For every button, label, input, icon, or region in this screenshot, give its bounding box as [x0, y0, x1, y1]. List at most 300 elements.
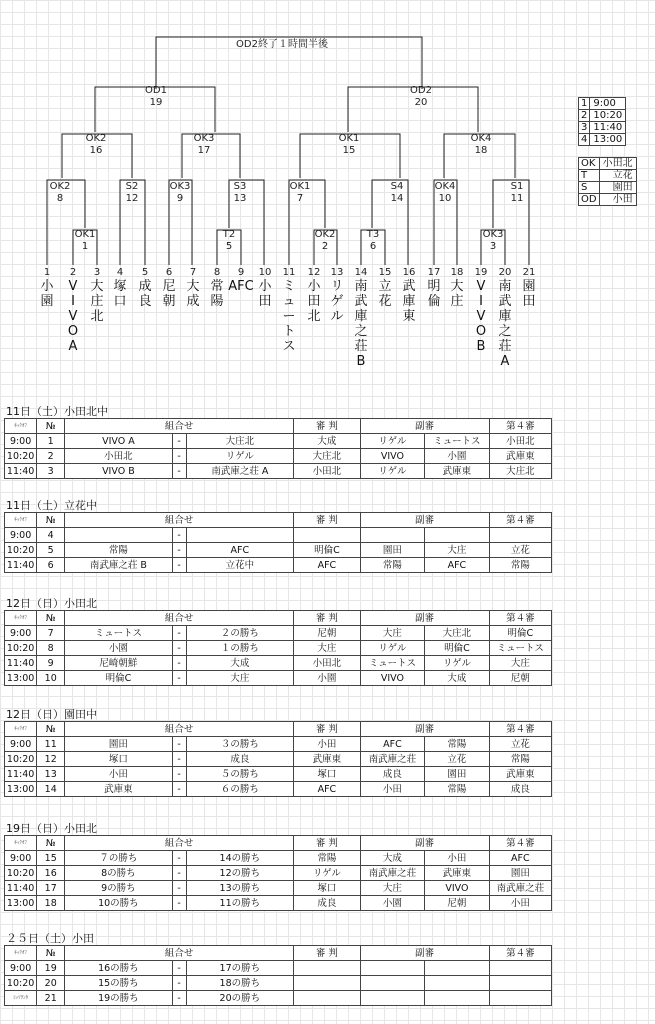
header-referee: 審 判	[294, 836, 361, 851]
versus-separator: -	[172, 866, 186, 881]
team-name: ミュートス	[282, 279, 296, 354]
team-name: 大成	[186, 279, 200, 309]
fourth-official: 小田	[489, 896, 551, 911]
match-row	[5, 961, 552, 976]
versus-separator: -	[172, 656, 186, 671]
final-match-note: OD2終了１時間半後	[236, 39, 328, 50]
assistant-referee-1: 園田	[360, 543, 424, 558]
referee: 武庫東	[294, 752, 361, 767]
team-name: 塚口	[113, 279, 127, 309]
bracket-match-number: 16	[89, 145, 103, 156]
legend-row	[579, 182, 637, 194]
match-number: 19	[37, 961, 65, 976]
team-name: V I V O B	[475, 279, 487, 354]
referee	[294, 961, 361, 976]
legend-row	[579, 194, 637, 206]
bracket-venue-code: S2	[125, 181, 139, 192]
home-team: 南武庫之荘 B	[65, 558, 172, 573]
match-number: 14	[37, 782, 65, 797]
bracket-venue-code: OK1	[289, 181, 311, 192]
kickoff-time: 13:00	[5, 782, 37, 797]
kickoff-time: 9:00	[5, 961, 37, 976]
time-legend-table	[578, 97, 626, 146]
match-row	[5, 464, 552, 479]
assistant-referee-1: 南武庫之荘	[360, 752, 424, 767]
assistant-referee-2: リゲル	[425, 656, 489, 671]
schedule-section	[4, 597, 552, 686]
match-row	[5, 991, 552, 1006]
assistant-referee-1: 大庄	[360, 881, 424, 896]
versus-separator: -	[172, 752, 186, 767]
match-number: 5	[37, 543, 65, 558]
fourth-official: 小田北	[489, 434, 551, 449]
assistant-referee-2: 常陽	[425, 782, 489, 797]
header-matchup: 組合せ	[65, 836, 294, 851]
kickoff-time: 10:20	[5, 449, 37, 464]
assistant-referee-1: リゲル	[360, 641, 424, 656]
assistant-referee-2: VIVO	[425, 881, 489, 896]
fourth-official: 南武庫之荘	[489, 881, 551, 896]
header-matchup: 組合せ	[65, 722, 294, 737]
home-team: 塚口	[65, 752, 172, 767]
versus-separator: -	[172, 671, 186, 686]
header-assistant: 副審	[360, 419, 489, 434]
fourth-official: ミュートス	[489, 641, 551, 656]
fourth-official: 大庄	[489, 656, 551, 671]
schedule-table	[4, 721, 552, 797]
assistant-referee-1: リゲル	[360, 434, 424, 449]
referee: 小田	[294, 737, 361, 752]
legend-row	[579, 110, 626, 122]
assistant-referee-2: 明倫C	[425, 641, 489, 656]
fourth-official: 成良	[489, 782, 551, 797]
section-title: ２５日（土）小田	[6, 932, 94, 945]
legend-value: 小田	[599, 194, 636, 206]
bracket-match-number: 19	[149, 97, 163, 108]
team-seed-number: 15	[378, 267, 392, 278]
header-kickoff: ｷｯｸｵﾌ	[5, 419, 37, 434]
match-number: 2	[37, 449, 65, 464]
home-team: ミュートス	[65, 626, 172, 641]
fourth-official: 明倫C	[489, 626, 551, 641]
assistant-referee-1: AFC	[360, 737, 424, 752]
referee: AFC	[294, 782, 361, 797]
bracket-venue-code: OK1	[74, 229, 96, 240]
team-seed-number: 17	[427, 267, 441, 278]
away-team: 17の勝ち	[186, 961, 293, 976]
bracket-venue-code: OK3	[193, 133, 215, 144]
header-number: №	[37, 611, 65, 626]
assistant-referee-2: 小園	[425, 449, 489, 464]
assistant-referee-2: 武庫東	[425, 464, 489, 479]
versus-separator: -	[172, 641, 186, 656]
bracket-match-number: 18	[474, 145, 488, 156]
header-referee: 審 判	[294, 611, 361, 626]
match-number: 9	[37, 656, 65, 671]
schedule-table	[4, 418, 552, 479]
assistant-referee-1: ミュートス	[360, 656, 424, 671]
assistant-referee-1: VIVO	[360, 671, 424, 686]
team-name: 小園	[40, 279, 54, 309]
versus-separator: -	[172, 543, 186, 558]
fourth-official: 常陽	[489, 752, 551, 767]
bracket-match-number: 20	[414, 97, 428, 108]
header-number: №	[37, 722, 65, 737]
away-team: ２の勝ち	[186, 626, 293, 641]
bracket-match-number: 14	[390, 193, 404, 204]
header-number: №	[37, 836, 65, 851]
match-row	[5, 896, 552, 911]
legend-key: T	[579, 170, 600, 182]
team-seed-number: 4	[116, 267, 124, 278]
kickoff-time: 9:00	[5, 737, 37, 752]
schedule-header-row	[5, 946, 552, 961]
home-team: 園田	[65, 737, 172, 752]
kickoff-time: 10:20	[5, 543, 37, 558]
header-referee: 審 判	[294, 419, 361, 434]
fourth-official	[489, 976, 551, 991]
match-number: 16	[37, 866, 65, 881]
referee: 大成	[294, 434, 361, 449]
legend-row	[579, 158, 637, 170]
header-kickoff: ｷｯｸｵﾌ	[5, 836, 37, 851]
bracket-venue-code: OK3	[169, 181, 191, 192]
bracket-match-number: 8	[56, 193, 64, 204]
kickoff-time: 13:00	[5, 896, 37, 911]
away-team: 南武庫之荘 A	[186, 464, 293, 479]
header-fourth: 第４審	[489, 836, 551, 851]
team-name: リゲル	[330, 279, 344, 324]
bracket-venue-code: OK2	[85, 133, 107, 144]
kickoff-time: 11:40	[5, 881, 37, 896]
team-seed-number: 21	[522, 267, 536, 278]
bracket-venue-code: OK2	[49, 181, 71, 192]
bracket-match-number: 11	[510, 193, 524, 204]
team-seed-number: 7	[189, 267, 197, 278]
team-seed-number: 13	[330, 267, 344, 278]
referee	[294, 976, 361, 991]
bracket-venue-code: S3	[233, 181, 247, 192]
legend-value: 10:20	[590, 110, 626, 122]
team-seed-number: 8	[213, 267, 221, 278]
referee: AFC	[294, 558, 361, 573]
schedule-table	[4, 512, 552, 573]
schedule-table	[4, 945, 552, 1006]
fourth-official	[489, 528, 551, 543]
match-row	[5, 543, 552, 558]
match-row	[5, 626, 552, 641]
legend-key: 3	[579, 122, 590, 134]
away-team: ５の勝ち	[186, 767, 293, 782]
team-seed-number: 10	[258, 267, 272, 278]
kickoff-time: ｺｯﾏﾜﾝﾀ	[5, 991, 37, 1006]
home-team: 16の勝ち	[65, 961, 172, 976]
header-assistant: 副審	[360, 513, 489, 528]
kickoff-time: 9:00	[5, 626, 37, 641]
assistant-referee-2: 尼朝	[425, 896, 489, 911]
team-seed-number: 19	[474, 267, 488, 278]
referee: 尼朝	[294, 626, 361, 641]
referee: 大庄北	[294, 449, 361, 464]
team-name: 大庄	[450, 279, 464, 309]
header-fourth: 第４審	[489, 419, 551, 434]
fourth-official: AFC	[489, 851, 551, 866]
bracket-venue-code: S1	[510, 181, 524, 192]
bracket-venue-code: OK1	[338, 133, 360, 144]
header-number: №	[37, 513, 65, 528]
away-team: 大庄北	[186, 434, 293, 449]
header-referee: 審 判	[294, 513, 361, 528]
assistant-referee-1: 大庄	[360, 626, 424, 641]
bracket-match-number: 15	[342, 145, 356, 156]
kickoff-time: 11:40	[5, 464, 37, 479]
match-row	[5, 656, 552, 671]
team-name: V I V O A	[67, 279, 79, 354]
bracket-venue-code: OK2	[314, 229, 336, 240]
legend-row	[579, 134, 626, 146]
kickoff-time: 13:00	[5, 671, 37, 686]
match-number: 11	[37, 737, 65, 752]
assistant-referee-2: 大成	[425, 671, 489, 686]
team-name: 明倫	[427, 279, 441, 309]
versus-separator: -	[172, 626, 186, 641]
match-number: 17	[37, 881, 65, 896]
referee: 成良	[294, 896, 361, 911]
team-seed-number: 20	[498, 267, 512, 278]
header-fourth: 第４審	[489, 722, 551, 737]
header-matchup: 組合せ	[65, 513, 294, 528]
team-seed-number: 9	[237, 267, 245, 278]
legend-value: 11:40	[590, 122, 626, 134]
referee: 明倫C	[294, 543, 361, 558]
assistant-referee-2	[425, 528, 489, 543]
away-team: 13の勝ち	[186, 881, 293, 896]
bracket-match-number: 5	[225, 241, 233, 252]
referee	[294, 528, 361, 543]
bracket-match-number: 17	[197, 145, 211, 156]
legend-key: OK	[579, 158, 600, 170]
bracket-lines	[47, 37, 529, 265]
versus-separator: -	[172, 896, 186, 911]
assistant-referee-2	[425, 961, 489, 976]
away-team: ３の勝ち	[186, 737, 293, 752]
away-team: 18の勝ち	[186, 976, 293, 991]
schedule-section	[4, 822, 552, 911]
team-name: 立花	[378, 279, 392, 309]
match-number: 8	[37, 641, 65, 656]
legend-key: 1	[579, 98, 590, 110]
away-team: リゲル	[186, 449, 293, 464]
match-row	[5, 528, 552, 543]
assistant-referee-1: 南武庫之荘	[360, 866, 424, 881]
team-seed-number: 1	[43, 267, 51, 278]
home-team: 19の勝ち	[65, 991, 172, 1006]
bracket-match-number: 1	[81, 241, 89, 252]
assistant-referee-1	[360, 976, 424, 991]
legend-row	[579, 122, 626, 134]
versus-separator: -	[172, 449, 186, 464]
assistant-referee-2: AFC	[425, 558, 489, 573]
home-team: 8の勝ち	[65, 866, 172, 881]
team-name: 園田	[522, 279, 536, 309]
match-row	[5, 851, 552, 866]
team-seed-number: 6	[165, 267, 173, 278]
assistant-referee-1	[360, 961, 424, 976]
fourth-official: 大庄北	[489, 464, 551, 479]
schedule-header-row	[5, 611, 552, 626]
fourth-official: 園田	[489, 866, 551, 881]
assistant-referee-1: 小田	[360, 782, 424, 797]
assistant-referee-1: 常陽	[360, 558, 424, 573]
header-matchup: 組合せ	[65, 946, 294, 961]
bracket-match-number: 6	[369, 241, 377, 252]
fourth-official: 立花	[489, 737, 551, 752]
home-team: 小田北	[65, 449, 172, 464]
assistant-referee-2	[425, 991, 489, 1006]
match-row	[5, 449, 552, 464]
kickoff-time: 10:20	[5, 866, 37, 881]
header-assistant: 副審	[360, 836, 489, 851]
schedule-section	[4, 499, 552, 573]
home-team: VIVO B	[65, 464, 172, 479]
away-team: 大成	[186, 656, 293, 671]
assistant-referee-1	[360, 991, 424, 1006]
legend-value: 9:00	[590, 98, 626, 110]
assistant-referee-1	[360, 528, 424, 543]
header-kickoff: ｷｯｸｵﾌ	[5, 946, 37, 961]
assistant-referee-2	[425, 976, 489, 991]
fourth-official: 武庫東	[489, 767, 551, 782]
versus-separator: -	[172, 464, 186, 479]
away-team: 14の勝ち	[186, 851, 293, 866]
versus-separator: -	[172, 851, 186, 866]
section-title: 12日（日）小田北	[6, 597, 97, 610]
referee: 小園	[294, 671, 361, 686]
team-name: 常陽	[210, 279, 224, 309]
assistant-referee-1: 成良	[360, 767, 424, 782]
legend-key: 4	[579, 134, 590, 146]
match-row	[5, 434, 552, 449]
home-team: 9の勝ち	[65, 881, 172, 896]
team-name: 尼朝	[162, 279, 176, 309]
referee: リゲル	[294, 866, 361, 881]
versus-separator: -	[172, 737, 186, 752]
bracket-venue-code: OK4	[434, 181, 456, 192]
team-seed-number: 11	[282, 267, 296, 278]
referee: 大庄	[294, 641, 361, 656]
header-referee: 審 判	[294, 946, 361, 961]
bracket-match-number: 13	[233, 193, 247, 204]
assistant-referee-2: 大庄	[425, 543, 489, 558]
assistant-referee-2: 立花	[425, 752, 489, 767]
header-fourth: 第４審	[489, 513, 551, 528]
bracket-venue-code: OD1	[145, 85, 167, 96]
legend-key: S	[579, 182, 600, 194]
team-name: 成良	[138, 279, 152, 309]
bracket-venue-code: S4	[390, 181, 404, 192]
legend-value: 立花	[599, 170, 636, 182]
assistant-referee-2: 大庄北	[425, 626, 489, 641]
away-team: 大庄	[186, 671, 293, 686]
header-kickoff: ｷｯｸｵﾌ	[5, 722, 37, 737]
assistant-referee-2: 園田	[425, 767, 489, 782]
schedule-table	[4, 835, 552, 911]
legend-row	[579, 98, 626, 110]
bracket-venue-code: OK4	[470, 133, 492, 144]
header-matchup: 組合せ	[65, 419, 294, 434]
section-title: 19日（日）小田北	[6, 822, 97, 835]
fourth-official: 常陽	[489, 558, 551, 573]
match-row	[5, 558, 552, 573]
legend-key: 2	[579, 110, 590, 122]
assistant-referee-2: 常陽	[425, 737, 489, 752]
match-row	[5, 976, 552, 991]
assistant-referee-2: 小田	[425, 851, 489, 866]
home-team: 小田	[65, 767, 172, 782]
match-number: 1	[37, 434, 65, 449]
section-title: 12日（日）園田中	[6, 708, 97, 721]
bracket-match-number: 12	[125, 193, 139, 204]
tournament-bracket	[0, 0, 575, 390]
team-seed-number: 14	[354, 267, 368, 278]
away-team: AFC	[186, 543, 293, 558]
versus-separator: -	[172, 782, 186, 797]
kickoff-time: 9:00	[5, 528, 37, 543]
match-number: 18	[37, 896, 65, 911]
bracket-match-number: 9	[176, 193, 184, 204]
kickoff-time: 10:20	[5, 752, 37, 767]
fourth-official	[489, 961, 551, 976]
versus-separator: -	[172, 991, 186, 1006]
bracket-match-number: 7	[296, 193, 304, 204]
referee: 塚口	[294, 881, 361, 896]
legend-key: OD	[579, 194, 600, 206]
home-team: 尼崎朝鮮	[65, 656, 172, 671]
match-number: 12	[37, 752, 65, 767]
header-kickoff: ｷｯｸｵﾌ	[5, 513, 37, 528]
home-team	[65, 528, 172, 543]
bracket-match-number: 2	[321, 241, 329, 252]
versus-separator: -	[172, 976, 186, 991]
header-number: №	[37, 419, 65, 434]
away-team	[186, 528, 293, 543]
versus-separator: -	[172, 528, 186, 543]
away-team: 立花中	[186, 558, 293, 573]
match-row	[5, 671, 552, 686]
match-number: 20	[37, 976, 65, 991]
away-team: １の勝ち	[186, 641, 293, 656]
match-number: 7	[37, 626, 65, 641]
kickoff-time: 9:00	[5, 434, 37, 449]
home-team: 小園	[65, 641, 172, 656]
header-assistant: 副審	[360, 611, 489, 626]
schedule-table	[4, 610, 552, 686]
match-row	[5, 767, 552, 782]
legend-value: 13:00	[590, 134, 626, 146]
referee: 小田北	[294, 464, 361, 479]
kickoff-time: 11:40	[5, 558, 37, 573]
kickoff-time: 9:00	[5, 851, 37, 866]
home-team: 常陽	[65, 543, 172, 558]
team-name: 南武庫之荘 B	[354, 279, 368, 369]
match-number: 13	[37, 767, 65, 782]
team-name: AFC	[228, 279, 254, 294]
team-name: 小田	[258, 279, 272, 309]
match-number: 15	[37, 851, 65, 866]
team-name: 小田北	[307, 279, 321, 324]
match-number: 21	[37, 991, 65, 1006]
home-team: 10の勝ち	[65, 896, 172, 911]
